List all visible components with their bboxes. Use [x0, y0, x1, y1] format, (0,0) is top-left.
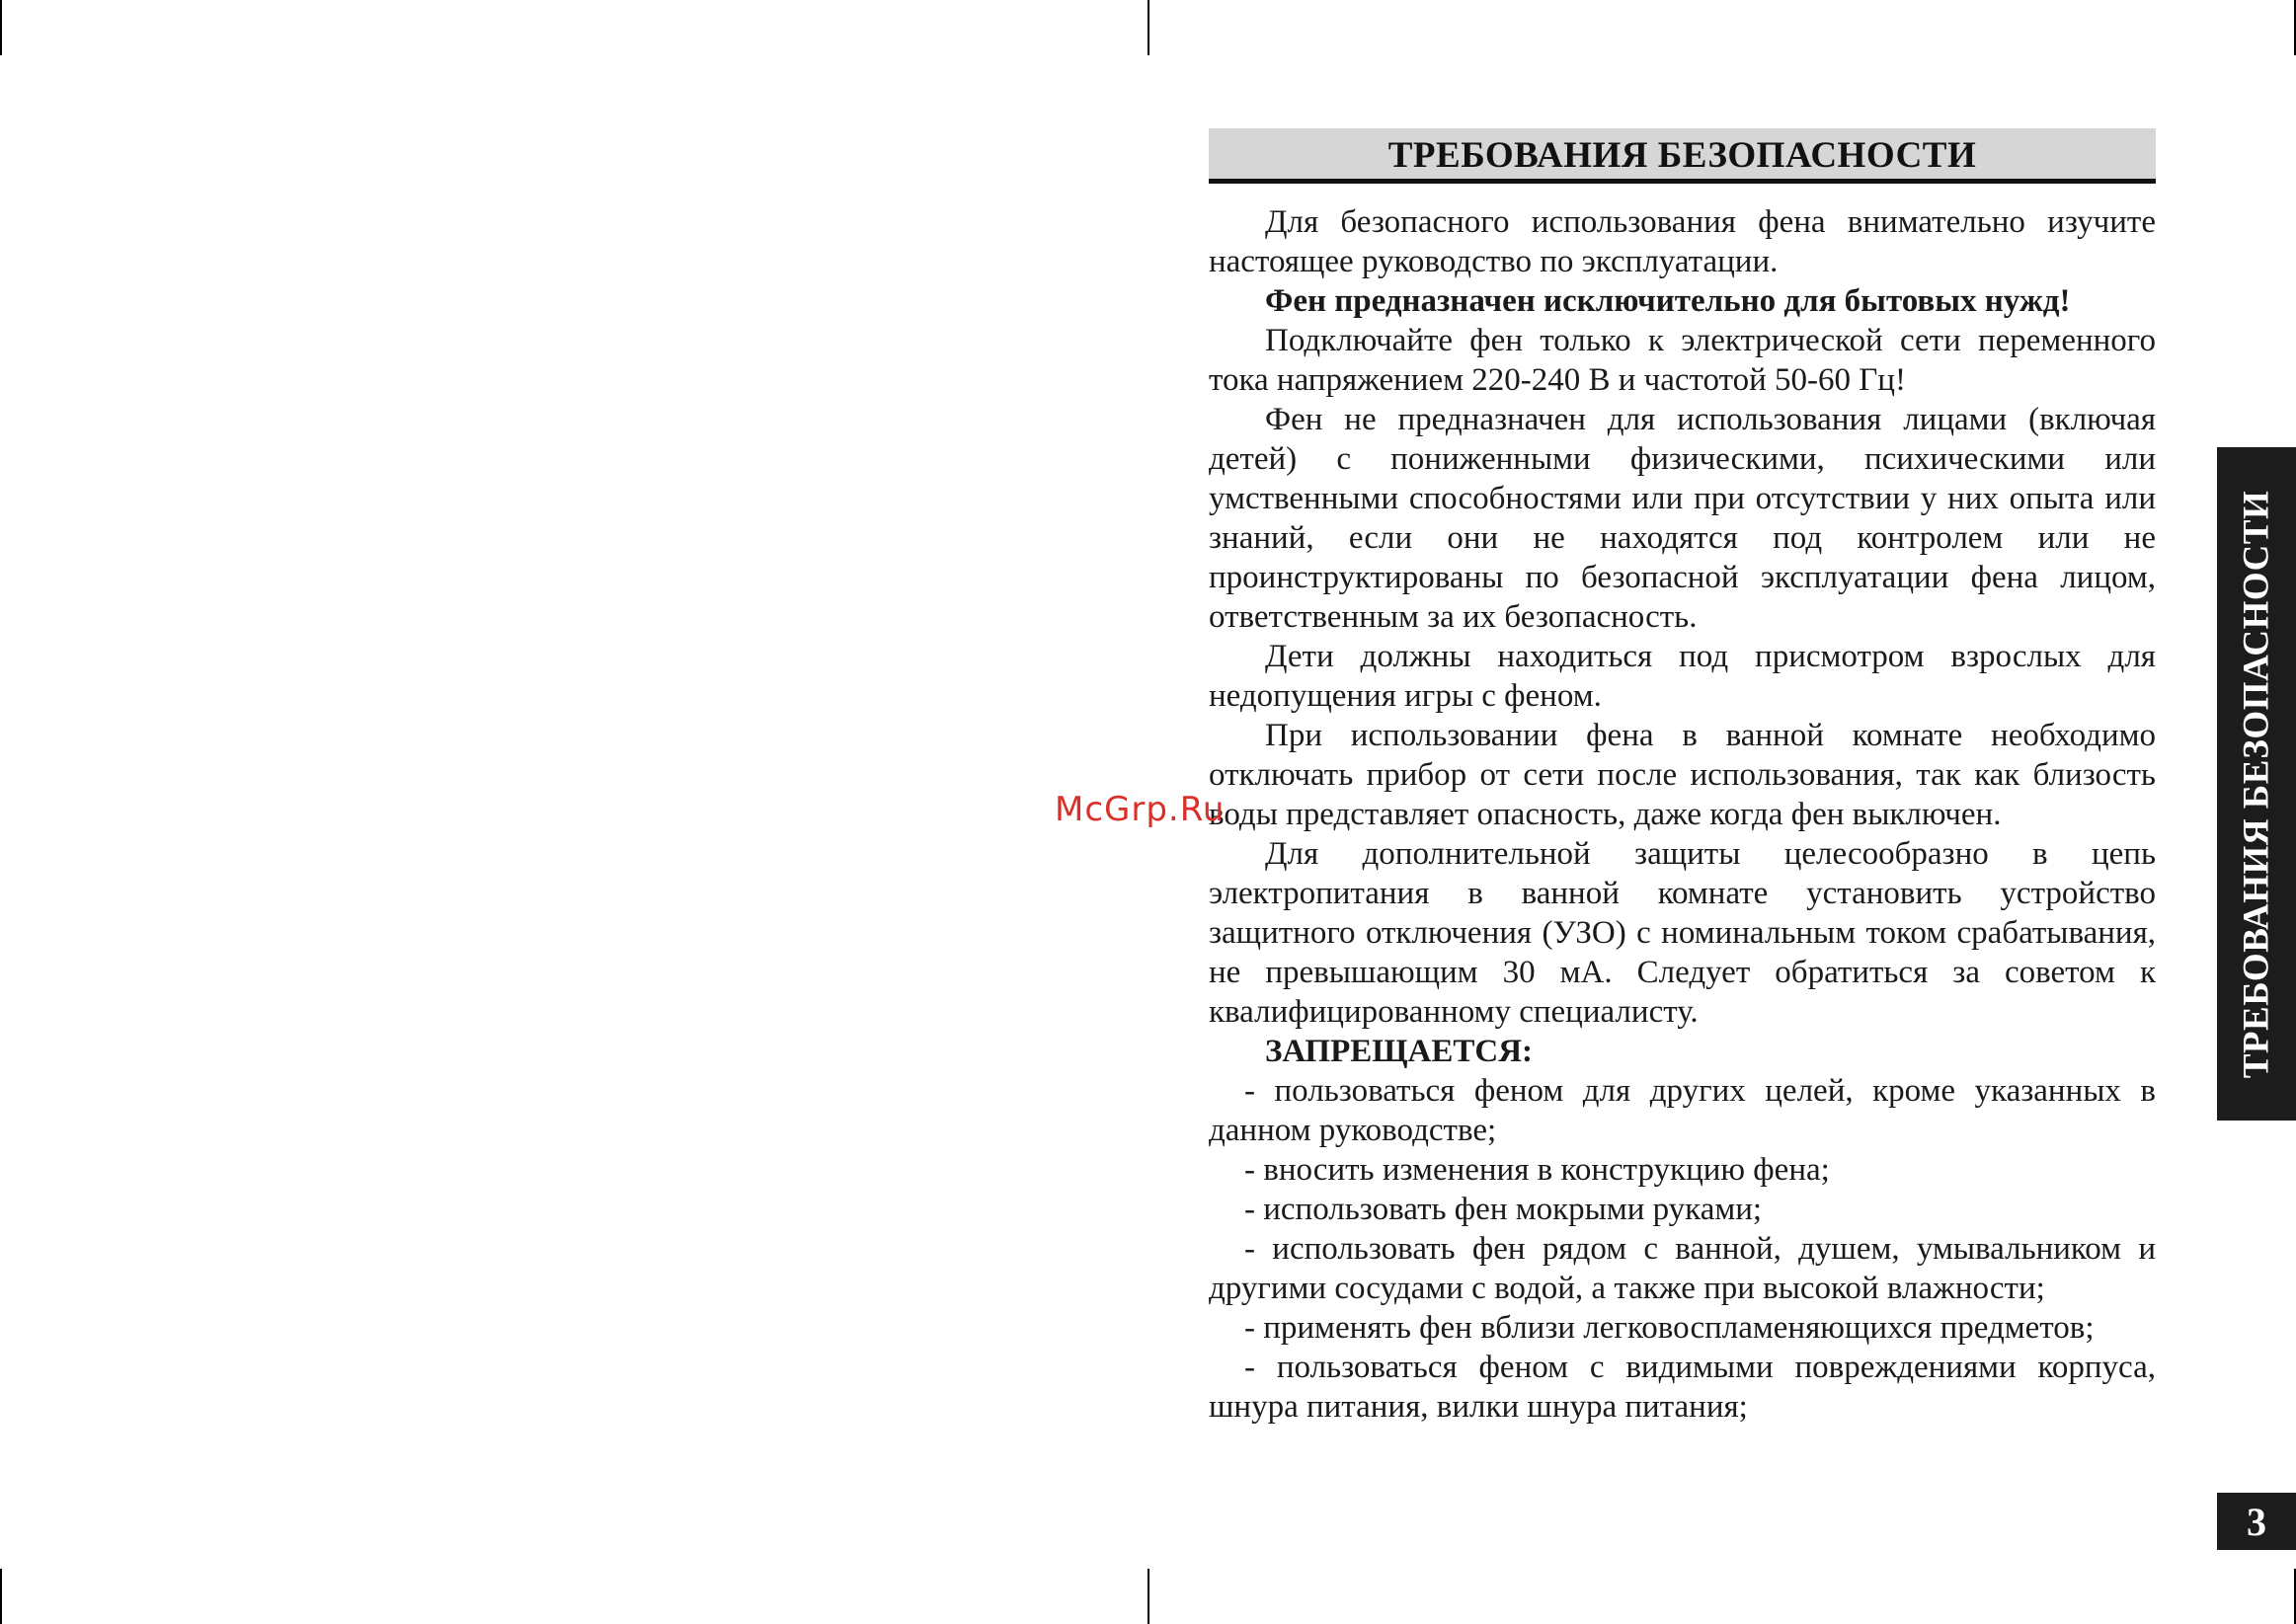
paragraph-bathroom: При использовании фена в ванной комнате необходимо отключать прибор от сети после использования, так как близость воды представляет опасность, даже когда фен выключен. — [1209, 718, 2156, 832]
page-number: 3 — [2217, 1493, 2296, 1550]
paragraph-children: Дети должны находиться под присмотром взрослых для недопущения игры с феном. — [1209, 639, 2156, 714]
prohibition-item: - пользоваться феном с видимыми повреждениями корпуса, шнура питания, вилки шнура питания; — [1209, 1350, 2156, 1425]
side-section-tab — [2217, 447, 2296, 1121]
prohibition-item: - вносить изменения в конструкцию фена; — [1244, 1152, 1830, 1188]
paragraph-power-supply: Подключайте фен только к электрической сети переменного тока напряжением 220-240 В и частотой 50-60 Гц! — [1209, 323, 2156, 398]
section-title: ТРЕБОВАНИЯ БЕЗОПАСНОСТИ — [1387, 135, 1977, 176]
paragraph-restricted-persons: Фен не предназначен для использования лицами (включая детей) с пониженными физическими, психическими или умственными способностями или при отсутствии у них опыта или знаний, если они не находятся под контролем или не проинструктированы по безопасной эксплуатации фена лицом, ответственным за их безопасность. — [1209, 402, 2156, 635]
section-header — [1209, 128, 2156, 184]
prohibition-item: - использовать фен рядом с ванной, душем, умывальником и другими сосудами с водой, а также при высокой влажности; — [1209, 1231, 2156, 1306]
watermark: McGrp.Ru — [1055, 790, 1226, 829]
prohibition-item: - применять фен вблизи легковоспламеняющихся предметов; — [1244, 1310, 2095, 1346]
crop-mark-top-left — [0, 0, 2, 55]
paragraph-rcd: Для дополнительной защиты целесообразно в цепь электропитания в ванной комнате установить устройство защитного отключения (УЗО) с номинальным током срабатывания, не превышающим 30 мА. Следует обратиться за советом к квалифицированному специалисту. — [1209, 836, 2156, 1030]
prohibited-heading: ЗАПРЕЩАЕТСЯ: — [1265, 1034, 1534, 1069]
crop-mark-top-center — [1148, 0, 1149, 55]
prohibition-item: - использовать фен мокрыми руками; — [1244, 1192, 1763, 1227]
paragraph-intro: Для безопасного использования фена внимательно изучите настоящее руководство по эксплуатации. — [1209, 204, 2156, 279]
crop-mark-bottom-left — [0, 1569, 2, 1624]
paragraph-household-use: Фен предназначен исключительно для бытовых нужд! — [1265, 283, 2071, 319]
prohibition-item: - пользоваться феном для других целей, кроме указанных в данном руководстве; — [1209, 1073, 2156, 1148]
document-body — [1209, 202, 2156, 1427]
crop-mark-bottom-center — [1148, 1569, 1149, 1624]
side-tab-label: ТРЕБОВАНИЯ БЕЗОПАСНОСТИ — [2236, 490, 2277, 1078]
